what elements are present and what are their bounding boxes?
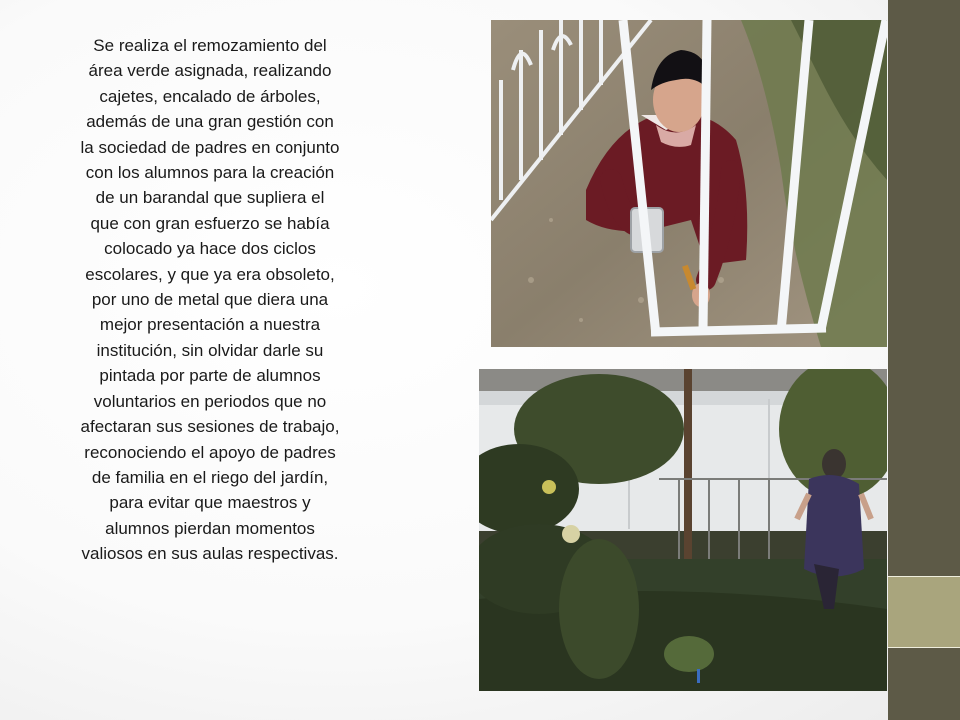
sidebar-block-top — [888, 0, 960, 577]
sidebar-block-bottom — [888, 648, 960, 720]
decorative-sidebar — [888, 0, 960, 720]
photo-student-painting-railing — [491, 20, 887, 347]
sidebar-block-middle — [888, 577, 960, 648]
slide-body-text: Se realiza el remozamiento del área verde asignada, realizando cajetes, encalado de árboles, además de una gran gestión con la sociedad de padres en conjunto con los alumnos para la creación de un barandal que supliera el que con gran esfuerzo se había colocado ya hace dos ciclos escolares, y que ya era obsoleto, por uno de metal que diera una mejor presentación a nuestra institución, sin olvidar darle su pintada por parte de alumnos voluntarios en periodos que no afectaran sus sesiones de trabajo, reconociendo el apoyo de padres de familia en el riego del jardín, para evitar que maestros y alumnos pierdan momentos valiosos en sus aulas respectivas. — [80, 36, 340, 564]
photo-garden-watering — [479, 369, 887, 691]
